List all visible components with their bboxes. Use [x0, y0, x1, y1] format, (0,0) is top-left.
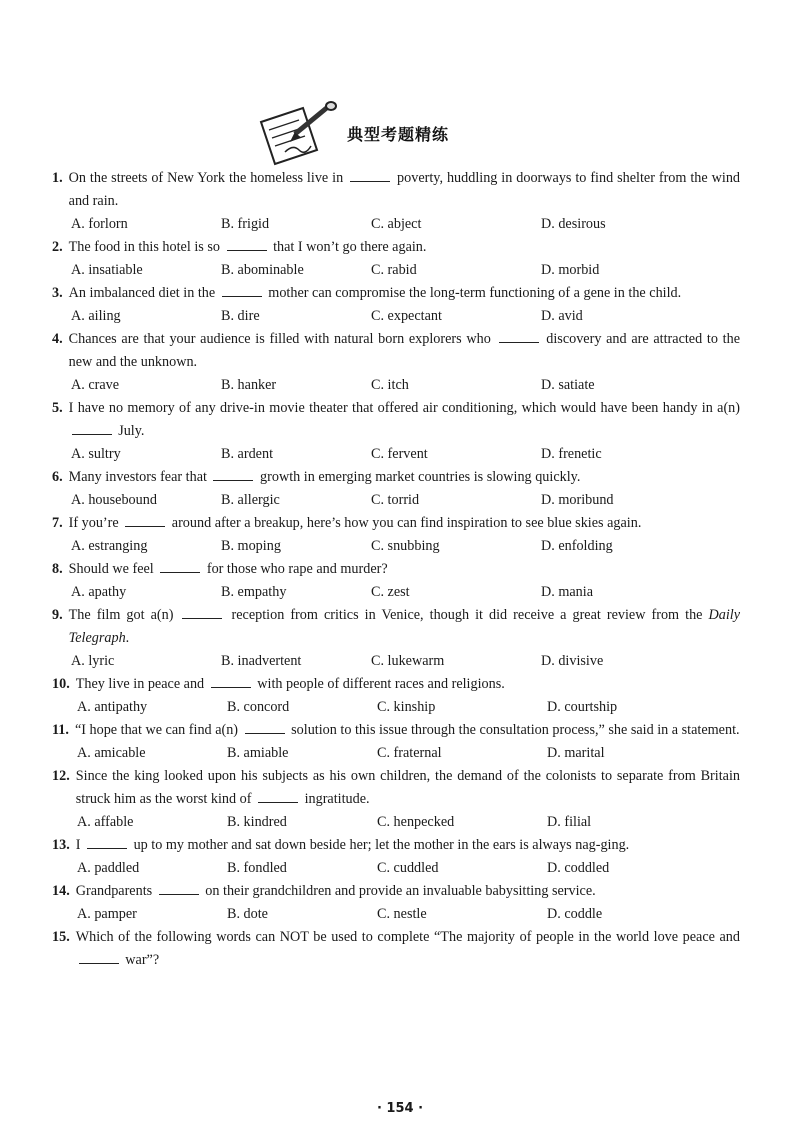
answer-option: A. estranging: [71, 538, 148, 554]
question-text: [69, 397, 740, 443]
question-text: [69, 328, 740, 374]
question-number: 11.: [52, 722, 69, 738]
question-item: [52, 719, 740, 765]
question-text-part: An imbalanced diet in the: [68, 285, 216, 301]
question-stem: [52, 604, 740, 650]
answer-blank: [350, 169, 390, 182]
question-text: [76, 834, 740, 857]
question-stem: [52, 167, 740, 213]
answer-option: B. concord: [227, 699, 290, 715]
question-stem: [52, 466, 740, 489]
question-item: [52, 834, 740, 880]
answer-blank: [227, 238, 267, 251]
publication-title: Daily Telegraph: [68, 607, 741, 646]
question-stem: [52, 512, 740, 535]
question-text-part: “I hope that we can find a(n): [74, 722, 239, 738]
answer-blank: [499, 330, 539, 343]
question-text-part: solution to this issue through the consultation process,” she said in a statement.: [291, 722, 740, 738]
question-stem: [52, 397, 740, 443]
question-text-part: up to my mother and sat down beside her; let the mother in the ears is always nag-ging.: [133, 837, 630, 853]
answer-option: B. moping: [221, 538, 281, 554]
question-text-part: Grandparents: [75, 883, 153, 899]
option-row: [52, 903, 740, 926]
question-list: [52, 167, 740, 972]
answer-option: D. mania: [541, 584, 594, 600]
question-text-part: Chances are that your audience is filled with natural born explorers who: [68, 331, 491, 347]
answer-option: D. satiate: [541, 377, 595, 393]
answer-option: D. moribund: [541, 492, 614, 508]
answer-option: A. lyric: [71, 653, 115, 669]
question-number: 2.: [52, 239, 63, 255]
answer-option: A. ailing: [71, 308, 121, 324]
answer-option: C. nestle: [377, 906, 427, 922]
option-row: [52, 742, 740, 765]
question-item: [52, 604, 740, 673]
question-item: [52, 466, 740, 512]
section-title: 典型考题精练: [347, 125, 450, 144]
question-item: [52, 673, 740, 719]
question-text-part: mother can compromise the long-term functioning of a gene in the child.: [268, 285, 682, 301]
answer-option: A. insatiable: [71, 262, 143, 278]
question-text-tail: .: [125, 630, 130, 646]
question-number: 14.: [52, 883, 70, 899]
question-item: [52, 167, 740, 236]
answer-option: A. paddled: [77, 860, 140, 876]
question-text-part: growth in emerging market countries is slowing quickly.: [260, 469, 581, 485]
answer-blank: [160, 560, 200, 573]
answer-option: C. zest: [371, 584, 410, 600]
question-text-part: They live in peace and: [75, 676, 205, 692]
question-number: 6.: [52, 469, 63, 485]
option-row: [52, 305, 740, 328]
answer-option: B. empathy: [221, 584, 287, 600]
question-text-part: I have no memory of any drive-in movie theater that offered air conditioning, which would have been handy in a(n): [68, 400, 740, 416]
option-row: [52, 213, 740, 236]
question-number: 5.: [52, 400, 63, 416]
question-number: 10.: [52, 676, 70, 692]
answer-blank: [213, 468, 253, 481]
question-text-part: with people of different races and religions.: [257, 676, 505, 692]
answer-option: D. desirous: [541, 216, 606, 232]
question-text-part: Many investors fear that: [68, 469, 207, 485]
question-text-part: discovery and are attracted to the new and the unknown.: [68, 331, 740, 370]
answer-option: C. fervent: [371, 446, 428, 462]
question-item: [52, 397, 740, 466]
answer-option: B. allergic: [221, 492, 280, 508]
question-text-part: Since the king looked upon his subjects as his own children, the demand of the colonists to separate from Britain struck him as the worst kind of: [75, 768, 740, 807]
question-text: [75, 719, 740, 742]
answer-option: D. coddled: [547, 860, 610, 876]
answer-option: C. expectant: [371, 308, 442, 324]
question-text-part: The food in this hotel is so: [68, 239, 220, 255]
question-item: [52, 765, 740, 834]
answer-option: C. fraternal: [377, 745, 442, 761]
question-text: [69, 558, 740, 581]
question-text-part: On the streets of New York the homeless live in: [68, 170, 344, 186]
question-text-part: If you’re: [68, 515, 119, 531]
question-text-part: Which of the following words can NOT be used to complete “The majority of people in the world love peace and: [75, 929, 740, 945]
option-row: [52, 259, 740, 282]
question-stem: [52, 719, 740, 742]
answer-option: D. enfolding: [541, 538, 613, 554]
question-text: [76, 765, 740, 811]
answer-option: C. snubbing: [371, 538, 440, 554]
question-text-part: I: [75, 837, 81, 853]
question-text-part: for those who rape and murder?: [206, 561, 388, 577]
question-number: 1.: [52, 170, 63, 186]
page-number: · 154 ·: [376, 1101, 424, 1116]
question-text: [69, 604, 740, 650]
answer-option: A. sultry: [71, 446, 121, 462]
question-text-part: on their grandchildren and provide an invaluable babysitting service.: [205, 883, 596, 899]
answer-option: B. frigid: [221, 216, 270, 232]
option-row: [52, 535, 740, 558]
question-stem: [52, 926, 740, 972]
answer-option: B. abominable: [221, 262, 304, 278]
answer-option: D. divisive: [541, 653, 604, 669]
answer-option: C. kinship: [377, 699, 436, 715]
question-item: [52, 512, 740, 558]
question-number: 13.: [52, 837, 70, 853]
answer-blank: [211, 675, 251, 688]
notepad-pencil-icon: [255, 100, 345, 170]
question-stem: [52, 236, 740, 259]
answer-option: D. morbid: [541, 262, 600, 278]
answer-blank: [245, 721, 285, 734]
question-number: 3.: [52, 285, 63, 301]
question-text-part: July.: [118, 423, 145, 439]
question-stem: [52, 765, 740, 811]
option-row: [52, 650, 740, 673]
question-item: [52, 236, 740, 282]
question-text-part: Should we feel: [68, 561, 154, 577]
question-item: [52, 926, 740, 972]
answer-option: C. rabid: [371, 262, 417, 278]
question-number: 7.: [52, 515, 63, 531]
answer-option: B. fondled: [227, 860, 287, 876]
answer-option: C. torrid: [371, 492, 420, 508]
option-row: [52, 696, 740, 719]
question-number: 9.: [52, 607, 63, 623]
answer-option: C. itch: [371, 377, 409, 393]
answer-option: A. affable: [77, 814, 134, 830]
answer-option: D. coddle: [547, 906, 603, 922]
answer-option: B. amiable: [227, 745, 289, 761]
question-text-part: reception from critics in Venice, though it did receive a great review from the: [231, 607, 703, 623]
question-stem: [52, 558, 740, 581]
answer-option: B. dire: [221, 308, 260, 324]
option-row: [52, 857, 740, 880]
option-row: [52, 811, 740, 834]
question-text-part: around after a breakup, here’s how you can find inspiration to see blue skies again.: [171, 515, 642, 531]
answer-blank: [258, 790, 298, 803]
answer-option: D. filial: [547, 814, 592, 830]
question-item: [52, 328, 740, 397]
option-row: [52, 581, 740, 604]
question-text-part: war”?: [125, 952, 160, 968]
answer-blank: [125, 514, 165, 527]
answer-option: A. amicable: [77, 745, 146, 761]
answer-option: A. apathy: [71, 584, 127, 600]
answer-option: B. ardent: [221, 446, 274, 462]
answer-option: A. pamper: [77, 906, 137, 922]
question-text: [69, 466, 740, 489]
question-text-part: poverty, huddling in doorways to find shelter from the wind and rain.: [68, 170, 741, 209]
question-stem: [52, 328, 740, 374]
answer-blank: [72, 422, 112, 435]
section-header: [255, 100, 575, 170]
answer-option: D. frenetic: [541, 446, 602, 462]
option-row: [52, 489, 740, 512]
question-text: [76, 926, 740, 972]
answer-option: C. henpecked: [377, 814, 455, 830]
answer-option: A. antipathy: [77, 699, 148, 715]
question-text: [76, 673, 740, 696]
answer-option: A. crave: [71, 377, 120, 393]
option-row: [52, 443, 740, 466]
answer-option: A. forlorn: [71, 216, 128, 232]
question-text-part: ingratitude.: [304, 791, 370, 807]
question-text-part: The film got a(n): [68, 607, 174, 623]
answer-option: D. avid: [541, 308, 583, 324]
question-stem: [52, 282, 740, 305]
answer-option: C. lukewarm: [371, 653, 445, 669]
answer-option: A. housebound: [71, 492, 157, 508]
answer-option: D. marital: [547, 745, 605, 761]
question-item: [52, 880, 740, 926]
question-text: [69, 236, 740, 259]
answer-option: B. dote: [227, 906, 268, 922]
answer-blank: [182, 606, 222, 619]
question-text-part: that I won’t go there again.: [273, 239, 427, 255]
question-text: [69, 282, 740, 305]
question-number: 8.: [52, 561, 63, 577]
option-row: [52, 374, 740, 397]
answer-blank: [79, 951, 119, 964]
question-number: 12.: [52, 768, 70, 784]
question-text: [76, 880, 740, 903]
answer-option: B. inadvertent: [221, 653, 302, 669]
question-item: [52, 282, 740, 328]
answer-option: C. cuddled: [377, 860, 439, 876]
question-text: [69, 167, 740, 213]
answer-option: D. courtship: [547, 699, 618, 715]
question-item: [52, 558, 740, 604]
question-number: 4.: [52, 331, 63, 347]
question-stem: [52, 880, 740, 903]
question-stem: [52, 673, 740, 696]
answer-blank: [222, 284, 262, 297]
question-stem: [52, 834, 740, 857]
question-text: [69, 512, 740, 535]
answer-option: B. kindred: [227, 814, 287, 830]
question-number: 15.: [52, 929, 70, 945]
answer-option: B. hanker: [221, 377, 277, 393]
answer-option: C. abject: [371, 216, 422, 232]
answer-blank: [87, 836, 127, 849]
answer-blank: [159, 882, 199, 895]
